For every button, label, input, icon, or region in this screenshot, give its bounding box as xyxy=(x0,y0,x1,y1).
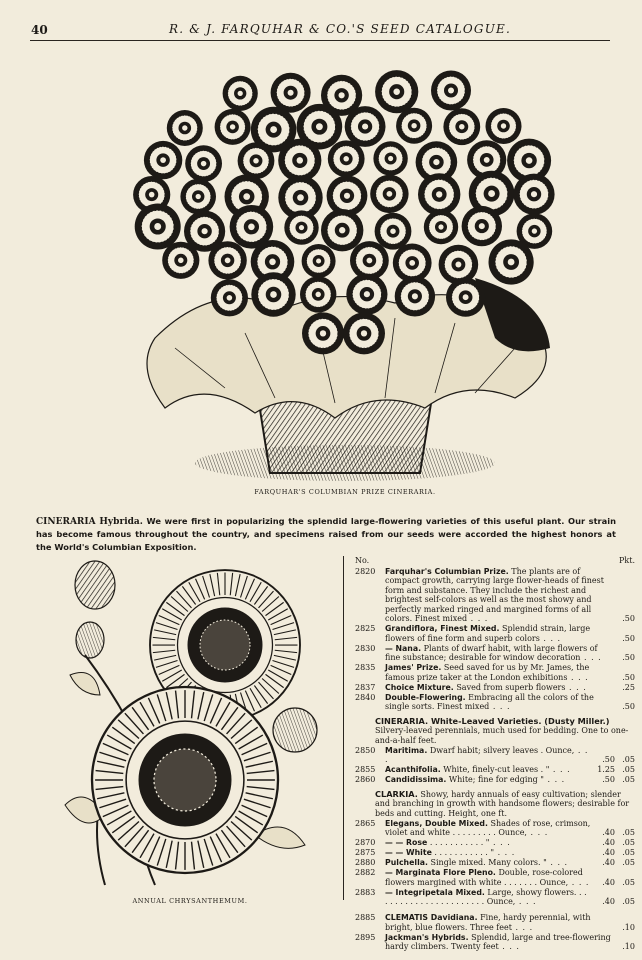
flower-head xyxy=(443,108,480,145)
packet-price: .50 xyxy=(622,653,635,662)
ounce-price: .40 xyxy=(602,838,615,847)
cineraria-illustration xyxy=(95,48,595,488)
white-leaved-description: Silvery-leaved perennials, much used for bedding. One to one-and-a-half feet. xyxy=(375,726,629,745)
flower-head xyxy=(346,274,387,315)
packet-price: .25 xyxy=(622,682,635,692)
item-number: 2895 xyxy=(355,932,376,942)
list-header xyxy=(355,556,635,566)
flower-head xyxy=(343,312,385,354)
item-text: Embracing all the colors of the single sorts. Finest mixed xyxy=(385,692,594,711)
item-name: Double-Flowering. xyxy=(385,692,466,702)
packet-price: .05 xyxy=(622,838,635,847)
flower-head xyxy=(251,272,295,316)
list-item xyxy=(355,663,635,682)
flower-head xyxy=(185,145,222,182)
ounce-price: .40 xyxy=(602,897,615,906)
item-text: . . . . . . . . . . . " xyxy=(434,848,495,857)
flower-head xyxy=(302,244,336,278)
clematis-entries xyxy=(355,913,635,952)
clarkia-entries xyxy=(355,819,635,907)
item-number: 2860 xyxy=(355,775,376,784)
item-name: Acanthifolia. xyxy=(385,765,441,774)
ounce-price: .50 xyxy=(602,755,615,764)
item-description xyxy=(385,848,591,858)
item-description xyxy=(385,888,591,907)
item-name: Maritima. xyxy=(385,745,428,755)
leader-dots: . . . xyxy=(515,897,537,906)
intro-lead: CINERARIA Hybrida. xyxy=(36,517,143,527)
item-text: The plants are of compact growth, carrying large flower-heads of finest form and substance. They include the richest and brightest self-colors as well as the most showy and perfectly marked ringed and margined forms of all colors. Finest mixed xyxy=(385,566,604,623)
intro-paragraph xyxy=(36,515,616,553)
ounce-price: .50 xyxy=(602,775,615,784)
flower-head xyxy=(162,242,199,279)
item-number: 2870 xyxy=(355,838,376,847)
item-description xyxy=(385,693,615,712)
item-name: Choice Mixture. xyxy=(385,682,454,692)
flower-head xyxy=(424,210,458,244)
flower-head xyxy=(215,109,251,145)
clarkia-description: Showy, hardy annuals of easy cultivation; slender and branching in growth with handsome flowers; desirable for beds and cutting. Height, one ft. xyxy=(375,789,630,818)
packet-price: .05 xyxy=(622,828,635,837)
flower-head xyxy=(135,204,181,250)
leader-dots: . . . xyxy=(565,682,587,692)
price-list xyxy=(355,556,635,952)
flower-bud-left xyxy=(76,622,104,658)
item-number: 2880 xyxy=(355,858,376,867)
flower-head xyxy=(180,179,216,215)
item-name: Grandiflora, Finest Mixed. xyxy=(385,624,500,633)
item-text: Splendid, large and tree-flowering hardy climbers. Twenty feet xyxy=(385,932,611,951)
list-item xyxy=(355,913,635,932)
clarkia-section xyxy=(355,790,635,819)
item-text: White; fine for edging " xyxy=(448,775,544,784)
chrysanthemum-bloom-lower xyxy=(92,687,278,873)
item-description xyxy=(385,746,591,765)
number-column-header: No. xyxy=(355,556,370,565)
item-text: Saved from superb flowers xyxy=(456,682,566,692)
item-number: 2835 xyxy=(355,663,376,672)
item-number: 2830 xyxy=(355,643,376,653)
packet-price: .05 xyxy=(622,775,635,784)
item-name: Jackman's Hybrids. xyxy=(385,932,469,942)
ounce-price: .40 xyxy=(602,858,615,867)
item-description xyxy=(385,933,615,952)
packet-price: .10 xyxy=(622,922,635,932)
item-number: 2865 xyxy=(355,818,376,828)
list-item xyxy=(355,765,635,775)
item-name: Candidissima. xyxy=(385,775,447,784)
packet-price: .05 xyxy=(622,858,635,867)
packet-price: .50 xyxy=(622,672,635,682)
flower-head xyxy=(375,213,412,250)
page-number: 40 xyxy=(31,23,48,37)
list-item xyxy=(355,775,635,785)
flower-head xyxy=(167,110,203,146)
item-text: Dwarf habit; silvery leaves . Ounce, xyxy=(429,745,575,755)
item-description xyxy=(385,819,591,838)
flower-head xyxy=(321,209,363,251)
leader-dots: . . . xyxy=(526,828,549,837)
item-description xyxy=(385,913,615,932)
item-text: White, finely-cut leaves . " xyxy=(443,765,550,774)
item-description xyxy=(385,858,591,868)
flower-head xyxy=(302,312,344,354)
item-text: Fine, hardy perennial, with bright, blue flowers. Three feet xyxy=(385,913,591,932)
flower-head xyxy=(486,108,522,144)
ounce-price: .40 xyxy=(602,828,615,837)
list-item xyxy=(355,746,635,765)
item-name: — Integripetala Mixed. xyxy=(385,887,485,897)
flower-bud-right xyxy=(273,708,317,752)
intro-body: We were first in popularizing the splendid large-flowering varieties of this useful plant. Our strain has become famous throughout the country, and specimens raised from our seeds were accorded the highest honors at the World's Columbian Exposition. xyxy=(36,516,617,552)
item-number: 2882 xyxy=(355,868,376,877)
list-item xyxy=(355,858,635,868)
packet-price: .50 xyxy=(622,633,635,643)
list-item xyxy=(355,868,635,887)
chrysanthemum-illustration xyxy=(55,555,325,895)
item-name: James' Prize. xyxy=(385,663,442,672)
item-description xyxy=(385,868,591,887)
list-item xyxy=(355,933,635,952)
bottom-figure-caption: ANNUAL CHRYSANTHEMUM. xyxy=(132,897,248,905)
leader-dots: . . . xyxy=(489,702,511,711)
item-description xyxy=(385,663,615,682)
flower-head xyxy=(211,279,248,316)
packet-price: .05 xyxy=(622,765,635,774)
item-description xyxy=(385,644,615,663)
leader-dots: . . . xyxy=(489,838,511,847)
flower-head xyxy=(208,241,246,279)
flower-head xyxy=(395,276,435,316)
list-item xyxy=(355,644,635,663)
leader-dots: . . . xyxy=(549,765,571,774)
flower-head xyxy=(418,173,460,215)
item-number: 2875 xyxy=(355,848,376,857)
list-item xyxy=(355,819,635,838)
item-number: 2840 xyxy=(355,692,376,702)
white-leaved-section xyxy=(355,717,635,746)
ounce-price: .40 xyxy=(602,848,615,857)
flower-head xyxy=(513,174,554,215)
leader-dots: . . . xyxy=(494,848,516,857)
item-name: Elegans, Double Mixed. xyxy=(385,818,488,828)
item-number: 2825 xyxy=(355,624,376,633)
cineraria-entries xyxy=(355,567,635,712)
item-number: 2855 xyxy=(355,765,376,774)
leader-dots: . . . xyxy=(568,877,590,887)
flower-head xyxy=(439,245,479,285)
leader-dots: . . . xyxy=(511,922,534,932)
item-text: Double, rose-colored flowers margined with white . . . . . . . Ounce, xyxy=(385,868,583,887)
item-name: — — Rose xyxy=(385,838,428,847)
flower-head xyxy=(396,108,432,144)
packet-price: .05 xyxy=(622,877,635,887)
leader-dots: . . . xyxy=(539,633,562,643)
flower-head xyxy=(375,70,418,113)
item-description xyxy=(385,567,615,624)
item-number: 2850 xyxy=(355,745,376,755)
item-description xyxy=(385,838,591,848)
leader-dots: . . . xyxy=(385,745,589,764)
packet-price: .10 xyxy=(622,942,635,951)
flower-head xyxy=(345,106,386,147)
ounce-price: .40 xyxy=(602,877,615,887)
item-description xyxy=(385,765,591,775)
flower-head xyxy=(328,140,365,177)
white-leaved-heading: CINERARIA. White-Leaved Varieties. (Dusty Miller.) xyxy=(375,715,610,726)
top-figure-caption: FARQUHAR'S COLUMBIAN PRIZE CINERARIA. xyxy=(254,488,436,496)
flower-head xyxy=(370,175,408,213)
list-item xyxy=(355,567,635,624)
packet-column-header: Pkt. xyxy=(619,556,635,565)
flower-head xyxy=(223,76,258,111)
item-name: — — White xyxy=(385,848,432,857)
leader-dots: . . . xyxy=(580,653,602,662)
header-rule xyxy=(30,40,610,41)
leader-dots: . . . xyxy=(498,942,520,951)
flower-head xyxy=(284,210,318,244)
packet-price: .05 xyxy=(622,848,635,857)
column-divider xyxy=(343,556,344,900)
leader-dots: . . . xyxy=(467,614,489,623)
flower-head xyxy=(144,141,182,179)
flower-head xyxy=(300,276,336,312)
item-text: Splendid strain, large flowers of fine form and superb colors xyxy=(385,624,591,643)
item-number: 2883 xyxy=(355,887,376,897)
item-text: Plants of dwarf habit, with large flowers of fine substance; desirable for window decoration xyxy=(385,643,598,662)
leader-dots: . . . xyxy=(543,775,566,784)
clarkia-heading: CLARKIA. xyxy=(375,788,418,799)
list-item xyxy=(355,838,635,848)
packet-price: .05 xyxy=(622,897,635,906)
leader-dots: . . . xyxy=(567,672,589,682)
ounce-price: 1.25 xyxy=(597,765,615,774)
item-text: . . . . . . . . . . . " xyxy=(429,838,490,847)
flower-head xyxy=(446,278,485,317)
item-number: 2820 xyxy=(355,566,376,576)
item-text: Large, showy flowers. . . . . . . . . . . . . . . . . . . . . . . Ounce, xyxy=(385,887,587,906)
flower-head xyxy=(271,73,311,113)
item-number: 2837 xyxy=(355,682,376,692)
flower-head xyxy=(489,239,534,284)
item-description xyxy=(385,775,591,785)
foliage xyxy=(147,295,546,418)
item-description xyxy=(385,683,615,693)
leader-dots: . . . xyxy=(546,858,569,867)
item-name: — Marginata Flore Pleno. xyxy=(385,868,496,877)
packet-price: .50 xyxy=(622,614,635,623)
item-text: Shades of rose, crimson, violet and white . . . . . . . . . Ounce, xyxy=(385,818,591,837)
item-description xyxy=(385,624,615,643)
item-name: CLEMATIS Davidiana. xyxy=(385,913,478,922)
packet-price: .50 xyxy=(622,702,635,711)
flower-head xyxy=(431,71,471,111)
running-title: R. & J. FARQUHAR & CO.'S SEED CATALOGUE. xyxy=(168,22,511,36)
flower-bud-top xyxy=(75,561,115,609)
list-item xyxy=(355,848,635,858)
list-item xyxy=(355,683,635,693)
white-leaved-entries xyxy=(355,746,635,785)
flower-head xyxy=(238,142,275,179)
flower-head xyxy=(462,206,502,246)
packet-price: .05 xyxy=(622,755,635,764)
item-number: 2885 xyxy=(355,913,376,922)
item-name: Pulchella. xyxy=(385,858,428,867)
item-text: Seed saved for us by Mr. James, the famous prize taker at the London exhibitions xyxy=(385,663,590,682)
item-name: — Nana. xyxy=(385,643,422,653)
flower-head xyxy=(373,141,407,175)
item-text: Single mixed. Many colors. " xyxy=(430,858,547,867)
item-name: Farquhar's Columbian Prize. xyxy=(385,566,509,576)
list-item xyxy=(355,624,635,643)
list-item xyxy=(355,888,635,907)
list-item xyxy=(355,693,635,712)
